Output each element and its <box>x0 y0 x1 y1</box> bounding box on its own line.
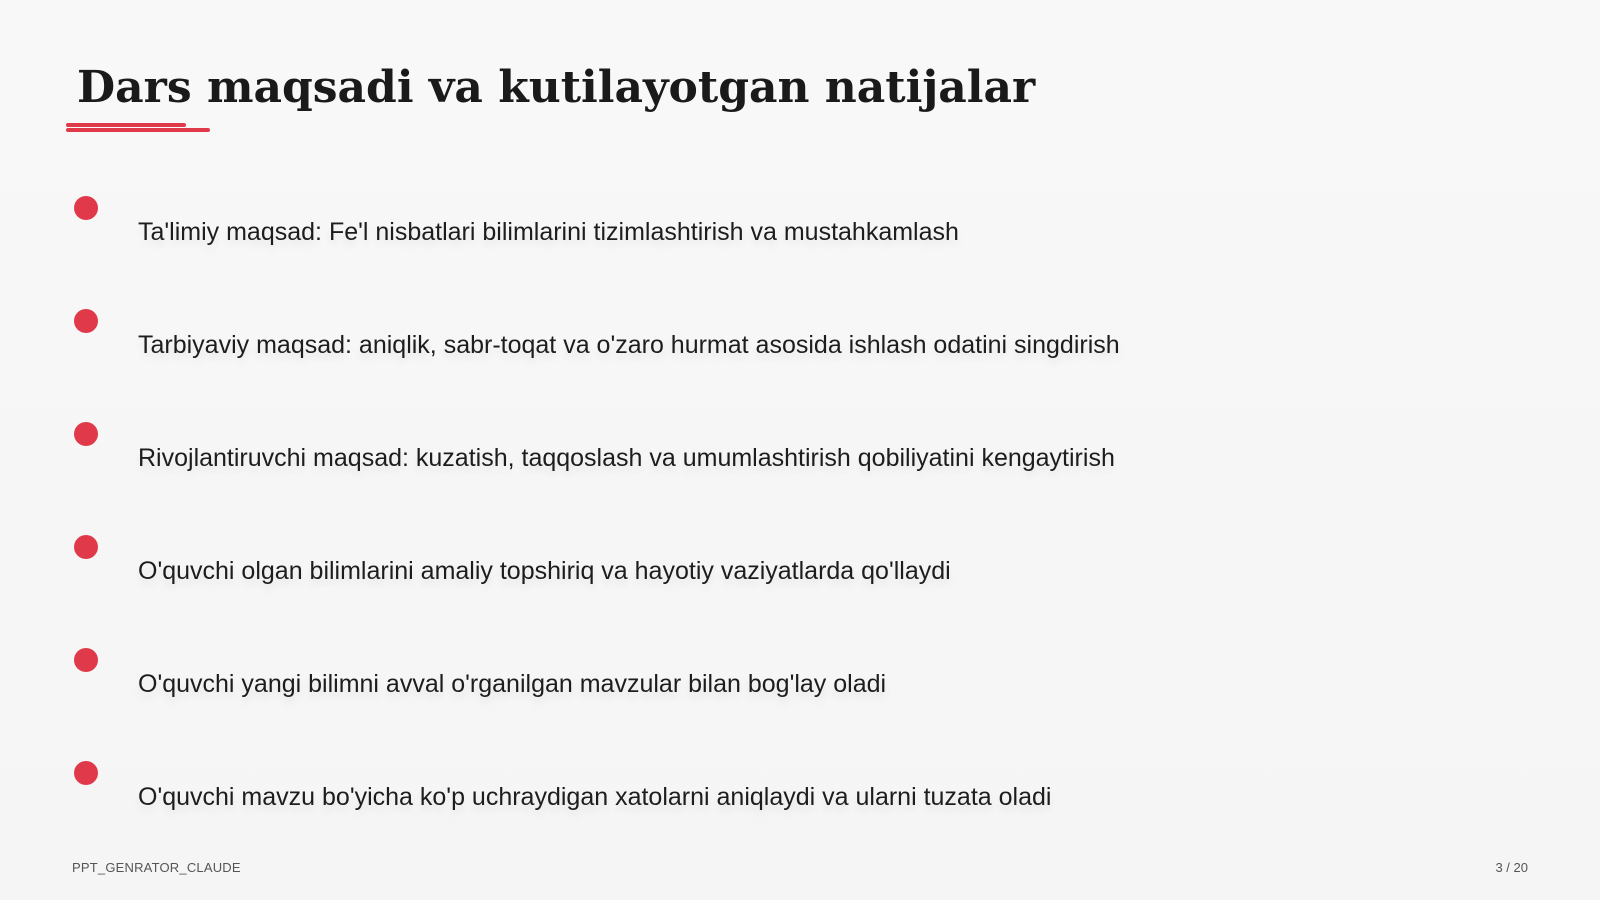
objective-item <box>74 309 1474 389</box>
bullet-dot-icon <box>74 761 98 785</box>
objective-item <box>74 761 1474 841</box>
objective-item <box>74 196 1474 276</box>
bullet-dot-icon <box>74 309 98 333</box>
bullet-dot-icon <box>74 535 98 559</box>
footer-brand: PPT_GENRATOR_CLAUDE <box>72 860 241 875</box>
objective-text: O'quvchi mavzu bo'yicha ko'p uchraydigan xatolarni aniqlaydi va ularni tuzata oladi <box>138 783 1052 811</box>
objective-text: Ta'limiy maqsad: Fe'l nisbatlari bilimlarini tizimlashtirish va mustahkamlash <box>138 218 959 246</box>
objective-text: Tarbiyaviy maqsad: aniqlik, sabr-toqat va o'zaro hurmat asosida ishlash odatini singdirish <box>138 331 1120 359</box>
slide-title: Dars maqsadi va kutilayotgan natijalar <box>77 62 1036 113</box>
objective-item <box>74 422 1474 502</box>
bullet-dot-icon <box>74 422 98 446</box>
objective-text: O'quvchi yangi bilimni avval o'rganilgan mavzular bilan bog'lay oladi <box>138 670 887 698</box>
objective-item <box>74 648 1474 728</box>
objective-text: O'quvchi olgan bilimlarini amaliy topshiriq va hayotiy vaziyatlarda qo'llaydi <box>138 557 951 585</box>
objective-item <box>74 535 1474 615</box>
page-counter: 3 / 20 <box>1495 860 1528 875</box>
objective-text: Rivojlantiruvchi maqsad: kuzatish, taqqoslash va umumlashtirish qobiliyatini kengaytirish <box>138 444 1115 472</box>
bullet-dot-icon <box>74 196 98 220</box>
bullet-dot-icon <box>74 648 98 672</box>
